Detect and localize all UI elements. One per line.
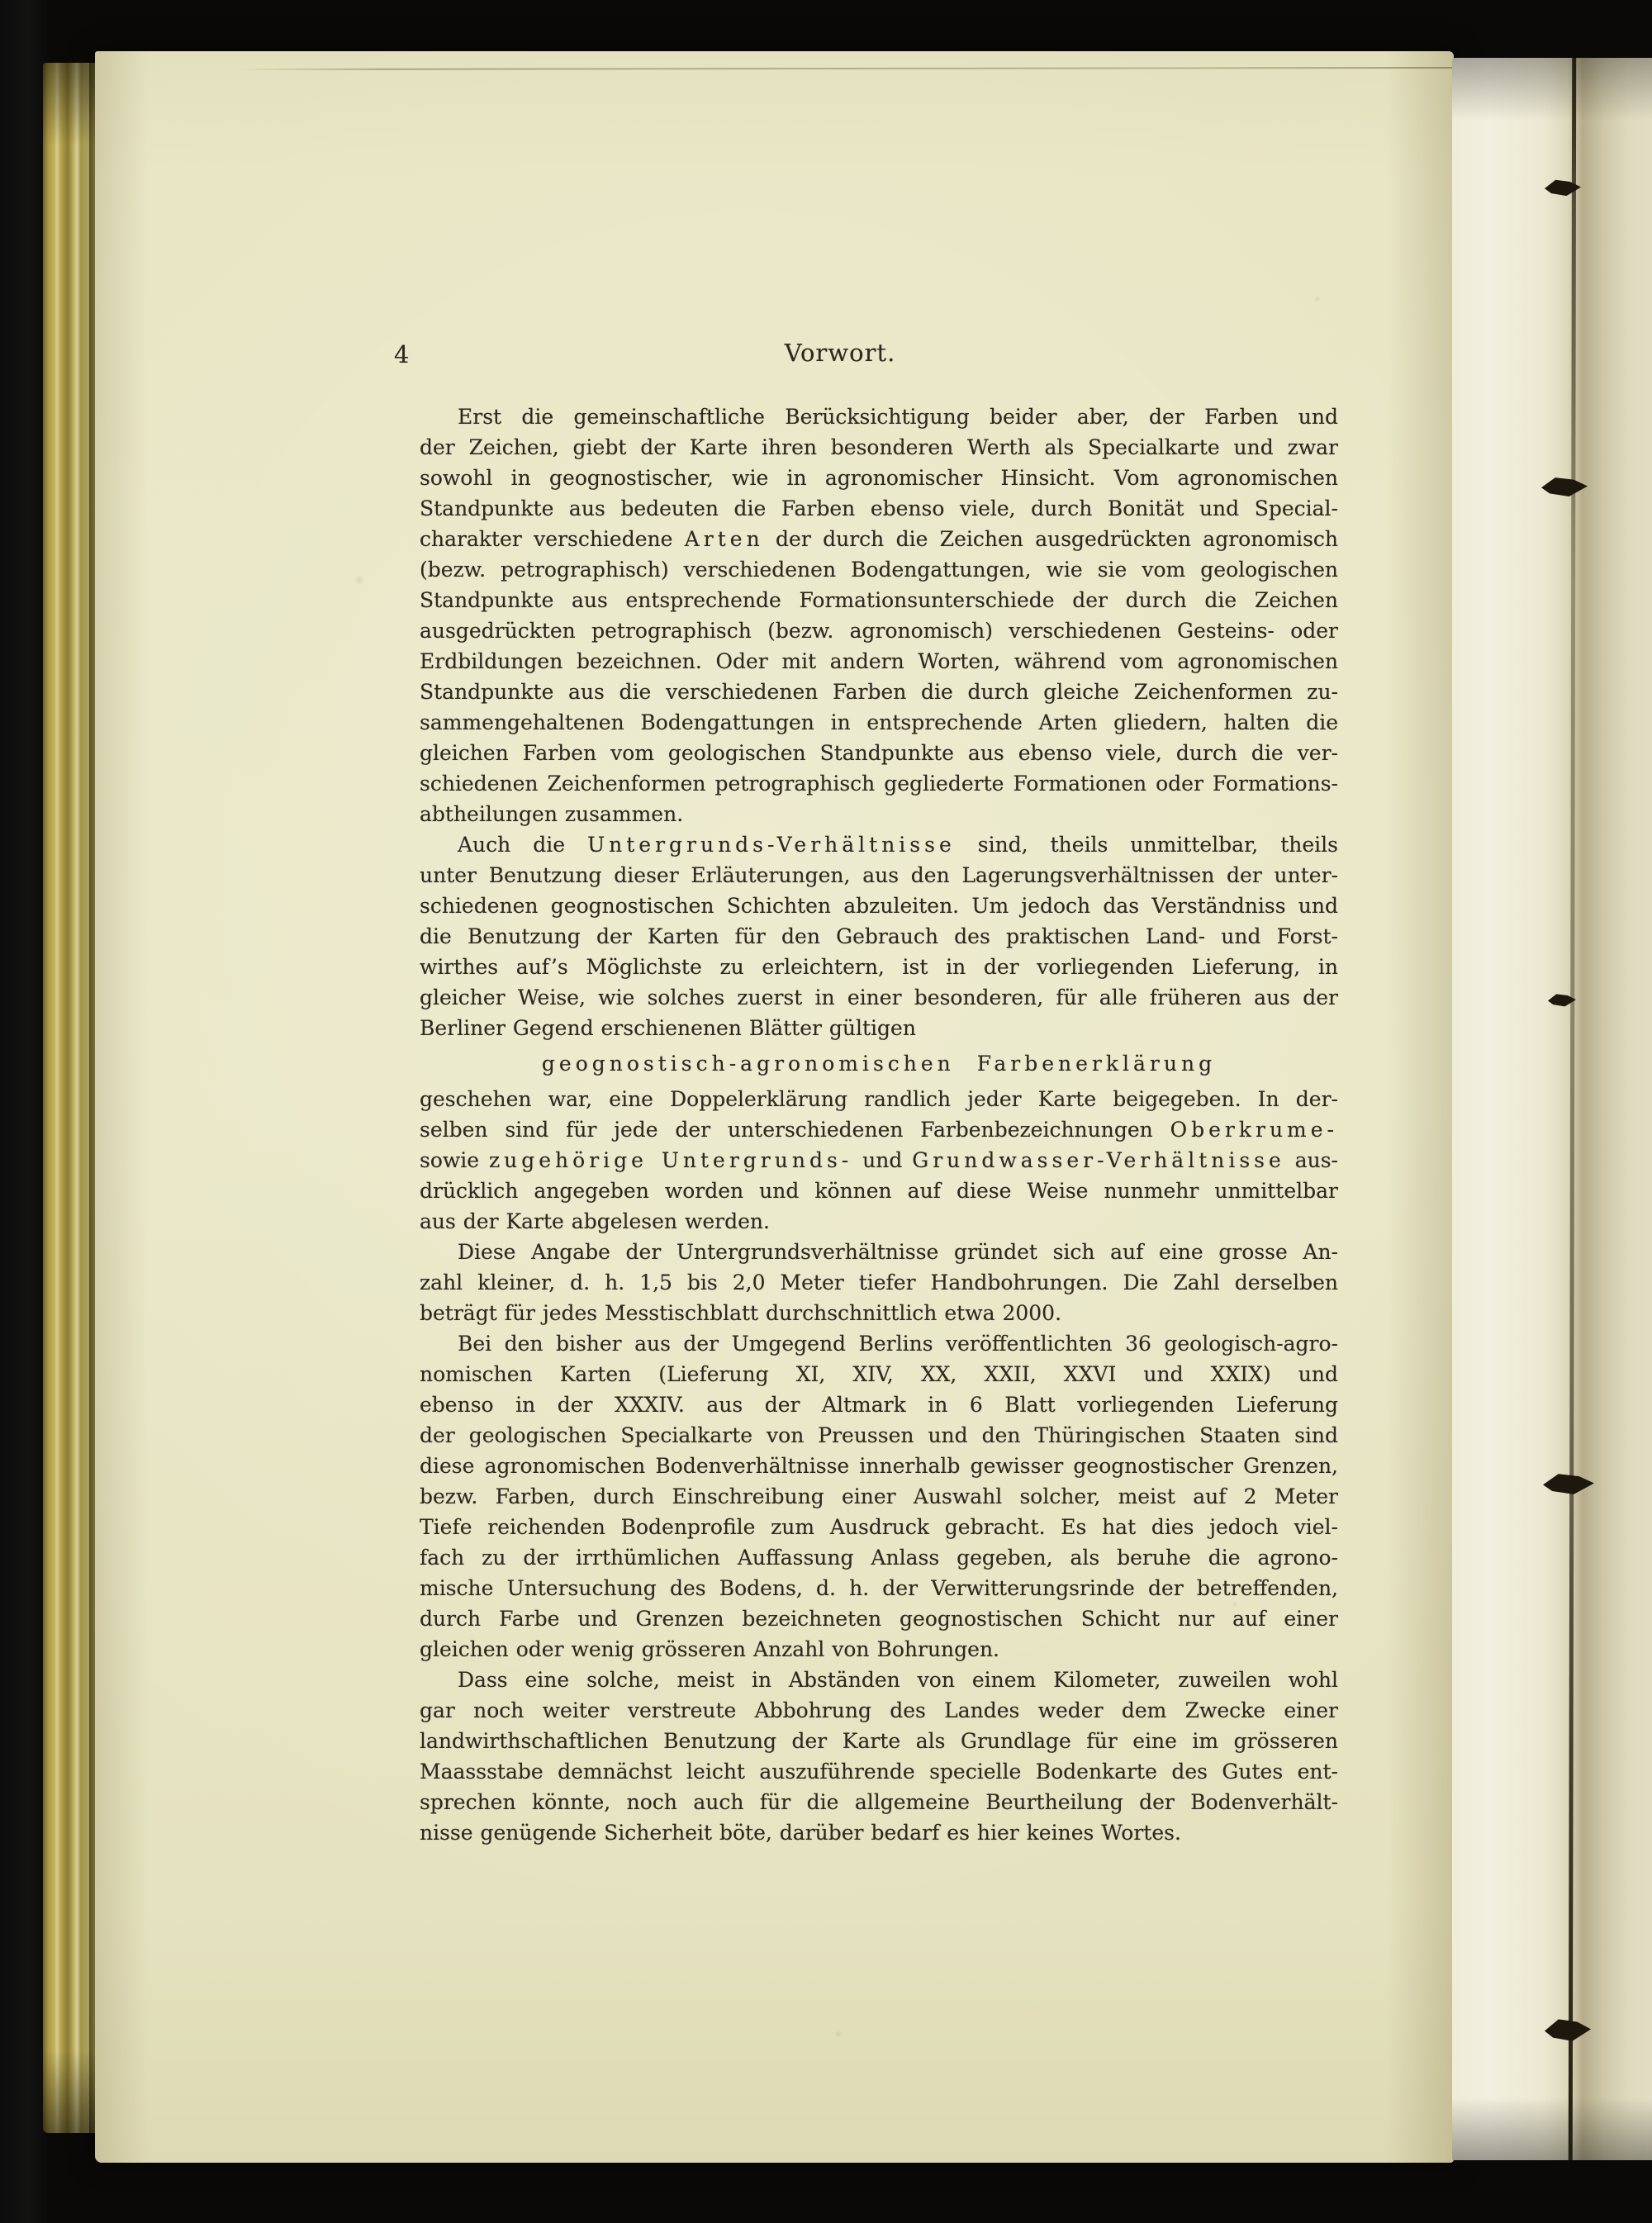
text-segment: Erdbildungen bezeichnen. Oder mit andern Worten, während vom agronomischen [420, 649, 1338, 673]
text-segment: sind, theils unmittelbar, theils [955, 833, 1338, 857]
text-line [420, 1451, 1338, 1481]
text-segment: Diese Angabe der Untergrundsverhältnisse gründet sich auf eine grosse An- [458, 1240, 1338, 1264]
text-segment: der durch die Zeichen ausgedrückten agronomisch [763, 527, 1338, 551]
page-header-row [394, 339, 1344, 372]
text-segment: wirthes auf’s Möglichste zu erleichtern, ist in der vorliegenden Lieferung, in [420, 955, 1338, 979]
facing-page-edge [1452, 58, 1652, 2160]
text-segment: zahl kleiner, d. h. 1,5 bis 2,0 Meter tiefer Handbohrungen. Die Zahl derselben [420, 1271, 1338, 1294]
text-line [420, 891, 1338, 921]
text-segment: selben sind für jede der unterschiedenen Farbenbezeichnungen [420, 1118, 1170, 1142]
text-segment: diese agronomischen Bodenverhältnisse innerhalb gewisser geognostischer Grenzen, [420, 1454, 1338, 1478]
emphasized-text: Untergrunds-Verhältnisse [587, 833, 956, 857]
text-segment: durch Farbe und Grenzen bezeichneten geognostischen Schicht nur auf einer [420, 1607, 1338, 1631]
text-line [420, 401, 1338, 432]
text-line [420, 1267, 1338, 1298]
text-segment: Maassstabe demnächst leicht auszuführende specielle Bodenkarte des Gutes ent- [420, 1760, 1338, 1784]
text-line [420, 738, 1338, 768]
text-segment: Dass eine solche, meist in Abständen von einem Kilometer, zuweilen wohl [458, 1668, 1338, 1692]
text-line [420, 707, 1338, 738]
text-segment: fach zu der irrthümlichen Auffassung Anlass gegeben, als beruhe die agrono- [420, 1546, 1338, 1570]
text-line [420, 493, 1338, 524]
text-line [420, 1787, 1338, 1817]
text-segment: schiedenen Zeichenformen petrographisch gegliederte Formationen oder Formations- [420, 772, 1338, 796]
text-line [420, 1237, 1338, 1267]
text-segment: geschehen war, eine Doppelerklärung randlich jeder Karte beigegeben. In der- [420, 1087, 1338, 1111]
text-segment: bezw. Farben, durch Einschreibung einer Auswahl solcher, meist auf 2 Meter [420, 1484, 1338, 1508]
text-line [420, 1695, 1338, 1726]
text-line [420, 829, 1338, 860]
text-line [420, 1481, 1338, 1512]
text-line [420, 1420, 1338, 1451]
text-segment: gleichen Farben vom geologischen Standpunkte aus ebenso viele, durch die ver- [420, 741, 1338, 765]
text-line [420, 554, 1338, 585]
emphasized-text: zugehörige Untergrunds- [488, 1148, 853, 1172]
text-line [420, 982, 1338, 1013]
page-crease-line [235, 67, 1454, 70]
text-segment: Tiefe reichenden Bodenprofile zum Ausdruck gebracht. Es hat dies jedoch viel- [420, 1515, 1338, 1539]
text-line [420, 524, 1338, 554]
text-line [420, 646, 1338, 677]
text-segment: (bezw. petrographisch) verschiedenen Bodengattungen, wie sie vom geologischen [420, 558, 1338, 582]
text-line [420, 1542, 1338, 1573]
text-segment: Bei den bisher aus der Umgegend Berlins veröffentlichten 36 geologisch-agro- [458, 1332, 1338, 1356]
text-segment: sowie [420, 1148, 489, 1172]
text-segment: mische Untersuchung des Bodens, d. h. der Verwitterungsrinde der betreffenden, [420, 1576, 1338, 1600]
text-line [420, 952, 1338, 982]
emphasized-text: Arten [684, 527, 764, 551]
text-segment: gleicher Weise, wie solches zuerst in einer besonderen, für alle früheren aus der [420, 986, 1338, 1009]
text-line [420, 463, 1338, 493]
text-segment: der geologischen Specialkarte von Preussen und den Thüringischen Staaten sind [420, 1423, 1338, 1447]
text-segment: charakter verschiedene [420, 527, 685, 551]
text-segment: drücklich angegeben worden und können auf diese Weise nunmehr unmittelbar [420, 1179, 1338, 1203]
text-segment: ebenso in der XXXIV. aus der Altmark in 6 Blatt vorliegenden Lieferung [420, 1393, 1338, 1417]
text-segment: und [852, 1148, 913, 1172]
emphasized-text: Oberkrume- [1170, 1118, 1338, 1142]
text-line [420, 615, 1338, 646]
text-line [420, 799, 1338, 829]
text-line [420, 432, 1338, 463]
text-segment: Auch die [458, 833, 588, 857]
text-segment: Erst die gemeinschaftliche Berücksichtigung beider aber, der Farben und [458, 405, 1338, 429]
text-segment: sowohl in geognostischer, wie in agronomischer Hinsicht. Vom agronomischen [420, 466, 1338, 490]
stitch-mark [1545, 2017, 1591, 2042]
text-line [420, 1176, 1338, 1206]
text-line [420, 768, 1338, 799]
text-segment: nomischen Karten (Lieferung XI, XIV, XX, XXII, XXVI und XXIX) und [420, 1362, 1338, 1386]
text-segment: ausgedrückten petrographisch (bezw. agronomisch) verschiedenen Gesteins- oder [420, 619, 1338, 643]
stitch-mark [1541, 476, 1588, 497]
text-segment: sprechen könnte, noch auch für die allgemeine Beurtheilung der Bodenverhält- [420, 1790, 1338, 1814]
text-segment: abtheilungen zusammen. [420, 802, 684, 826]
text-line [420, 1389, 1338, 1420]
text-segment: unter Benutzung dieser Erläuterungen, aus den Lagerungsverhältnissen der unter- [420, 863, 1338, 887]
text-segment: Standpunkte aus bedeuten die Farben ebenso viele, durch Bonität und Special- [420, 496, 1338, 520]
text-line [420, 1756, 1338, 1787]
text-line [420, 1665, 1338, 1695]
page-number: 4 [394, 340, 411, 368]
text-line [420, 1206, 1338, 1237]
text-line [420, 1634, 1338, 1665]
text-segment: Standpunkte aus die verschiedenen Farben die durch gleiche Zeichenformen zu- [420, 680, 1338, 704]
text-line [420, 1573, 1338, 1603]
text-line [420, 1013, 1338, 1043]
text-line [420, 1298, 1338, 1328]
running-header: Vorwort. [784, 339, 896, 367]
text-line [420, 1512, 1338, 1542]
text-line [420, 1359, 1338, 1389]
text-line [420, 585, 1338, 615]
text-segment: sammengehaltenen Bodengattungen in entsprechende Arten gliedern, halten die [420, 710, 1338, 734]
text-segment: Standpunkte aus entsprechende Formationsunterschiede der durch die Zeichen [420, 588, 1338, 612]
binding-crease [1569, 58, 1576, 2160]
text-segment: schiedenen geognostischen Schichten abzuleiten. Um jedoch das Verständniss und [420, 894, 1338, 918]
text-line [420, 677, 1338, 707]
text-segment: gleichen oder wenig grösseren Anzahl von Bohrungen. [420, 1637, 999, 1661]
stitch-mark [1543, 1472, 1594, 1495]
book-page [95, 51, 1454, 2163]
text-segment: Berliner Gegend erschienenen Blätter gültigen [420, 1016, 916, 1040]
text-line [420, 1726, 1338, 1756]
text-segment: die Benutzung der Karten für den Gebrauch des praktischen Land- und Forst- [420, 924, 1338, 948]
text-segment: aus- [1284, 1148, 1338, 1172]
text-segment: landwirthschaftlichen Benutzung der Karte als Grundlage für eine im grösseren [420, 1729, 1338, 1753]
emphasized-text: Grundwasser-Verhältnisse [912, 1148, 1285, 1172]
text-segment: gar noch weiter verstreute Abbohrung des Landes weder dem Zwecke einer [420, 1698, 1338, 1722]
text-line [420, 921, 1338, 952]
text-line [420, 860, 1338, 891]
text-line [420, 1603, 1338, 1634]
text-segment: der Zeichen, giebt der Karte ihren besonderen Werth als Specialkarte und zwar [420, 435, 1338, 459]
text-line [420, 1084, 1338, 1114]
text-segment: aus der Karte abgelesen werden. [420, 1209, 770, 1233]
text-line [420, 1328, 1338, 1359]
text-line [420, 1145, 1338, 1176]
text-line [420, 1114, 1338, 1145]
text-segment: beträgt für jedes Messtischblatt durchschnittlich etwa 2000. [420, 1301, 1062, 1325]
text-segment: nisse genügende Sicherheit böte, darüber bedarf es hier keines Wortes. [420, 1821, 1181, 1845]
centered-emphasized-line: geognostisch-agronomischen Farbenerklärung [541, 1052, 1217, 1076]
text-column [420, 401, 1338, 1848]
text-line [420, 1817, 1338, 1848]
